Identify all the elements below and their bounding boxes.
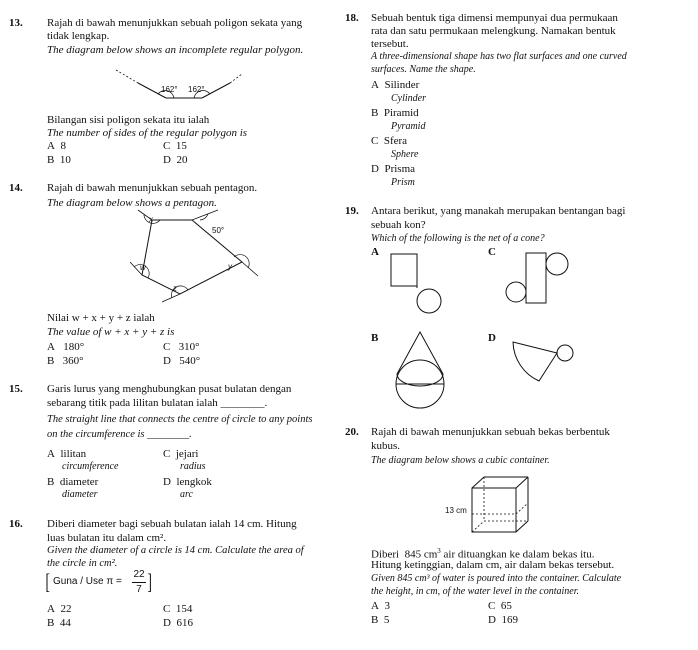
net-c-diagram — [505, 252, 585, 312]
option-c[interactable]: C Sfera — [371, 135, 408, 147]
question-text-ms: kubus. — [371, 440, 401, 452]
option-c[interactable]: C 65 — [488, 600, 512, 612]
question-text-ms: sebuah kon? — [371, 219, 426, 231]
question-prompt-en: The number of sides of the regular polygon is — [47, 127, 248, 139]
pi-numerator: 22 — [133, 569, 145, 580]
net-b-label[interactable]: B — [371, 332, 379, 344]
option-d[interactable]: D Prisma — [371, 163, 416, 175]
question-text-ms: tidak lengkap. — [47, 30, 110, 42]
option-b[interactable]: B 360° — [47, 355, 84, 367]
question-text-en: The straight line that connects the centre of circle to any points — [47, 414, 313, 425]
option-d[interactable]: D lengkok — [163, 476, 212, 488]
hint-text: Guna / Use π = — [53, 576, 122, 587]
question-text-en: on the circumference is ________. — [47, 429, 192, 440]
question-number: 14. — [9, 182, 23, 194]
option-d-en: Prism — [391, 177, 415, 188]
net-c-label[interactable]: C — [488, 246, 496, 258]
option-b[interactable]: B 10 — [47, 154, 71, 166]
question-text-en: the circle in cm². — [47, 558, 118, 569]
net-d-label[interactable]: D — [488, 332, 496, 344]
option-d[interactable]: D 169 — [488, 614, 518, 626]
question-number: 15. — [9, 383, 23, 395]
angle-label: 162° — [161, 85, 178, 94]
option-b[interactable]: B 5 — [371, 614, 390, 626]
question-text-en: Which of the following is the net of a cone? — [371, 233, 545, 244]
option-d[interactable]: D 540° — [163, 355, 201, 367]
body-text-ms: Diberi 845 $cm^3$ air dituangkan ke dalam bekas itu. — [371, 547, 595, 561]
net-d-diagram — [505, 330, 585, 390]
angle-label: 162° — [188, 85, 205, 94]
net-a-diagram — [388, 252, 448, 322]
cube-side-label: 13 cm — [445, 506, 467, 515]
question-text-en: surfaces. Name the shape. — [371, 64, 476, 75]
option-a-en: circumference — [62, 461, 119, 472]
body-text-ms: Hitung ketinggian, dalam cm, air dalam bekas tersebut. — [371, 559, 615, 571]
option-b[interactable]: B diameter — [47, 476, 99, 488]
option-a[interactable]: A 3 — [371, 600, 390, 612]
option-a[interactable]: A 180° — [47, 341, 85, 353]
option-a[interactable]: A Silinder — [371, 79, 420, 91]
bracket-right: ] — [147, 569, 152, 594]
label-w: w — [140, 263, 146, 272]
option-d-en: arc — [180, 489, 193, 500]
question-prompt-en: The value of w + x + y + z is — [47, 326, 175, 338]
option-c[interactable]: C 310° — [163, 341, 200, 353]
question-text-en: A three-dimensional shape has two flat surfaces and one curved — [371, 51, 627, 62]
question-text-en: The diagram below shows an incomplete regular polygon. — [47, 44, 304, 56]
body-text-en: the height, in cm, of the water level in the container. — [371, 586, 580, 597]
question-text-ms: Antara berikut, yang manakah merupakan bentangan bagi — [371, 205, 626, 217]
angle-label: 50° — [212, 226, 225, 235]
cube-diagram — [468, 474, 558, 544]
option-c-en: Sphere — [391, 149, 419, 160]
body-text-en: Given 845 cm³ of water is poured into the container. Calculate — [371, 573, 622, 584]
option-d[interactable]: D 616 — [163, 617, 193, 629]
net-a-label[interactable]: A — [371, 246, 379, 258]
option-a[interactable]: A 22 — [47, 603, 72, 615]
option-c[interactable]: C jejari — [163, 448, 199, 460]
option-c-en: radius — [180, 461, 206, 472]
question-prompt-ms: Nilai w + x + y + z ialah — [47, 312, 155, 324]
question-text-ms: tersebut. — [371, 38, 409, 50]
option-d[interactable]: D 20 — [163, 154, 188, 166]
question-text-en: The diagram below shows a cubic container. — [371, 455, 550, 466]
fraction-bar — [132, 582, 146, 583]
option-a-en: Cylinder — [391, 93, 426, 104]
question-text-ms: sebarang titik pada lilitan bulatan ialah ________. — [47, 397, 268, 409]
question-text-ms: Diberi diameter bagi sebuah bulatan ialah 14 cm. Hitung — [47, 518, 297, 530]
option-b[interactable]: B 44 — [47, 617, 71, 629]
pi-denominator: 7 — [136, 584, 142, 595]
label-y: y — [228, 262, 232, 271]
question-text-en: Given the diameter of a circle is 14 cm. Calculate the area of — [47, 545, 304, 556]
option-a[interactable]: A 8 — [47, 140, 66, 152]
question-text-ms: Sebuah bentuk tiga dimensi mempunyai dua permukaan — [371, 12, 618, 24]
option-b[interactable]: B Piramid — [371, 107, 419, 119]
question-text-ms: Rajah di bawah menunjukkan sebuah poligon sekata yang — [47, 17, 303, 29]
question-number: 20. — [345, 426, 359, 438]
bracket-left: [ — [45, 569, 50, 594]
polygon-diagram — [114, 68, 244, 108]
option-c[interactable]: C 154 — [163, 603, 193, 615]
question-text-ms: rata dan satu permukaan melengkung. Namakan bentuk — [371, 25, 616, 37]
question-number: 19. — [345, 205, 359, 217]
option-a[interactable]: A lilitan — [47, 448, 87, 460]
label-z: z — [173, 284, 177, 293]
question-text-en: The diagram below shows a pentagon. — [47, 197, 217, 209]
label-x: x — [149, 215, 153, 224]
question-prompt-ms: Bilangan sisi poligon sekata itu ialah — [47, 114, 210, 126]
question-number: 16. — [9, 518, 23, 530]
question-number: 18. — [345, 12, 359, 24]
option-b-en: Pyramid — [391, 121, 426, 132]
question-text-ms: Rajah di bawah menunjukkan sebuah bekas berbentuk — [371, 426, 610, 438]
question-text-ms: Garis lurus yang menghubungkan pusat bulatan dengan — [47, 383, 292, 395]
option-b-en: diameter — [62, 489, 98, 500]
question-number: 13. — [9, 17, 23, 29]
option-c[interactable]: C 15 — [163, 140, 187, 152]
question-text-ms: Rajah di bawah menunjukkan sebuah pentagon. — [47, 182, 258, 194]
question-text-ms: luas bulatan itu dalam cm². — [47, 532, 167, 544]
net-b-diagram — [393, 330, 463, 420]
